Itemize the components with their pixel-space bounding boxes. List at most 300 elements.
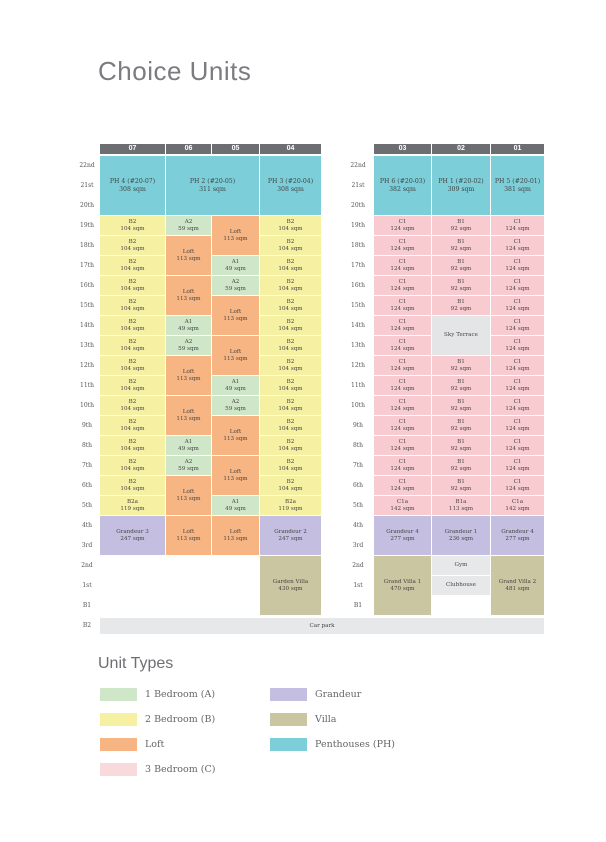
unit-label: A1 xyxy=(231,258,240,265)
unit-u05-15 xyxy=(212,296,260,336)
unit-label: B2 xyxy=(286,338,295,345)
unit-label: 124 sqm xyxy=(390,305,415,312)
unit-label: Loft xyxy=(182,368,195,375)
unit-label: PH 1 (#20-02) xyxy=(438,177,484,185)
unit-label: 49 sqm xyxy=(225,505,246,512)
unit-label: Loft xyxy=(182,528,195,535)
unit-label: 124 sqm xyxy=(390,485,415,492)
unit-label: 104 sqm xyxy=(278,325,303,332)
unit-u06-7 xyxy=(166,456,212,476)
unit-u03-16 xyxy=(374,276,432,296)
unit-label: C1a xyxy=(396,498,409,505)
column-header-03: 03 xyxy=(374,144,431,154)
floor-label-left: 20th xyxy=(80,202,94,209)
unit-label: 113 sqm xyxy=(223,435,248,442)
unit-u03-4 xyxy=(374,516,432,556)
unit-label: B1 xyxy=(457,478,465,485)
unit-label: 119 sqm xyxy=(120,505,145,512)
unit-label: 113 sqm xyxy=(176,415,201,422)
unit-label: B1 xyxy=(457,238,465,245)
unit-u03-18 xyxy=(374,236,432,256)
unit-label: 382 sqm xyxy=(389,185,416,193)
unit-label: B1 xyxy=(457,258,465,265)
floor-label-left: 17th xyxy=(80,262,94,269)
unit-label: 113 sqm xyxy=(176,375,201,382)
unit-label: A1 xyxy=(184,318,193,325)
unit-label: Loft xyxy=(229,428,242,435)
unit-label: C1 xyxy=(513,278,522,285)
page-title: Choice Units xyxy=(98,56,252,86)
unit-u04-4 xyxy=(260,516,322,556)
unit-label: 92 sqm xyxy=(450,225,472,232)
unit-label: B2 xyxy=(128,238,137,245)
unit-u03-12 xyxy=(374,356,432,376)
unit-label: 124 sqm xyxy=(505,385,530,392)
unit-u04-10 xyxy=(260,396,322,416)
unit-label: Grandeur 1 xyxy=(444,528,478,535)
unit-label: C1 xyxy=(513,358,522,365)
unit-u02-15 xyxy=(432,296,491,316)
floor-label-mid: B1 xyxy=(353,602,363,609)
unit-u07-6 xyxy=(100,476,166,496)
floor-label-left: B1 xyxy=(82,602,92,609)
floor-label-mid: 2nd xyxy=(352,562,364,569)
unit-u02-19 xyxy=(432,216,491,236)
unit-u07-13 xyxy=(100,336,166,356)
unit-u03-6 xyxy=(374,476,432,496)
floor-label-left: 14th xyxy=(80,322,94,329)
unit-label: 277 sqm xyxy=(505,535,530,542)
unit-label: 124 sqm xyxy=(390,265,415,272)
unit-label: B2 xyxy=(128,258,137,265)
floor-label-left: 6th xyxy=(81,482,93,489)
unit-label: 49 sqm xyxy=(225,265,246,272)
unit-u01-6 xyxy=(491,476,545,496)
unit-label: 59 sqm xyxy=(178,345,199,352)
legend-label: Villa xyxy=(315,714,337,725)
unit-u02-8 xyxy=(432,436,491,456)
unit-label: B1 xyxy=(457,398,465,405)
unit-u02-18 xyxy=(432,236,491,256)
unit-u03ph xyxy=(374,156,432,216)
legend-title: Unit Types xyxy=(98,655,174,672)
unit-label: Loft xyxy=(229,468,242,475)
unit-u02-4 xyxy=(432,516,491,556)
unit-u04-19 xyxy=(260,216,322,236)
unit-u02-17 xyxy=(432,256,491,276)
unit-label: C1 xyxy=(398,378,407,385)
unit-label: PH 3 (#20-04) xyxy=(267,177,314,185)
unit-u01-10 xyxy=(491,396,545,416)
unit-label: Gym xyxy=(454,562,468,569)
unit-u03-14 xyxy=(374,316,432,336)
unit-u07-7 xyxy=(100,456,166,476)
unit-label: 113 sqm xyxy=(223,355,248,362)
unit-label: B2 xyxy=(286,278,295,285)
unit-label: 92 sqm xyxy=(450,285,472,292)
unit-u04-7 xyxy=(260,456,322,476)
floor-label-left: 15th xyxy=(80,302,94,309)
unit-label: B2 xyxy=(286,218,295,225)
unit-label: 124 sqm xyxy=(505,345,530,352)
unit-label: C1 xyxy=(398,358,407,365)
legend-swatch xyxy=(100,688,137,701)
unit-label: 124 sqm xyxy=(505,425,530,432)
unit-u05-16 xyxy=(212,276,260,296)
floor-label-mid: 19th xyxy=(351,222,365,229)
unit-label: 92 sqm xyxy=(450,385,472,392)
unit-u04-17 xyxy=(260,256,322,276)
unit-u07-18 xyxy=(100,236,166,256)
unit-label: 308 sqm xyxy=(119,185,146,193)
unit-label: 104 sqm xyxy=(120,285,145,292)
unit-u07-16 xyxy=(100,276,166,296)
unit-u02ph xyxy=(432,156,491,216)
unit-label: 113 sqm xyxy=(176,295,201,302)
unit-u04-18 xyxy=(260,236,322,256)
unit-u02-gym xyxy=(432,556,491,576)
unit-label: 104 sqm xyxy=(120,465,145,472)
unit-u07-15 xyxy=(100,296,166,316)
floor-label-mid: 4th xyxy=(352,522,364,529)
unit-label: 92 sqm xyxy=(450,465,472,472)
column-header-02: 02 xyxy=(432,144,490,154)
unit-u05-10 xyxy=(212,396,260,416)
unit-label: C1 xyxy=(513,318,522,325)
unit-label: B2 xyxy=(128,338,137,345)
unit-label: 247 sqm xyxy=(278,535,303,542)
unit-label: 104 sqm xyxy=(278,365,303,372)
unit-label: B2a xyxy=(126,498,138,505)
unit-label: B2 xyxy=(286,378,295,385)
unit-label: B2 xyxy=(286,438,295,445)
column-header-04: 04 xyxy=(260,144,321,154)
unit-label: C1a xyxy=(511,498,524,505)
unit-label: B1 xyxy=(457,458,465,465)
unit-label: 113 sqm xyxy=(176,495,201,502)
unit-label: C1 xyxy=(513,258,522,265)
unit-u06-13 xyxy=(166,336,212,356)
unit-u03-19 xyxy=(374,216,432,236)
unit-label: B1 xyxy=(457,438,465,445)
floor-label-left: 12th xyxy=(80,362,94,369)
unit-label: 124 sqm xyxy=(390,425,415,432)
floor-label-mid: 16th xyxy=(351,282,365,289)
column-header-06: 06 xyxy=(166,144,211,154)
unit-label: B2 xyxy=(286,318,295,325)
floor-label-left: 8th xyxy=(81,442,93,449)
unit-label: 124 sqm xyxy=(390,285,415,292)
unit-label: 124 sqm xyxy=(390,225,415,232)
unit-u01-9 xyxy=(491,416,545,436)
unit-label: 124 sqm xyxy=(390,365,415,372)
floor-label-left: 1st xyxy=(82,582,92,589)
unit-u02-11 xyxy=(432,376,491,396)
unit-label: 104 sqm xyxy=(278,245,303,252)
legend-label: Penthouses (PH) xyxy=(315,739,395,750)
floor-label-mid: 6th xyxy=(352,482,364,489)
unit-label: B2 xyxy=(128,358,137,365)
unit-u07-8 xyxy=(100,436,166,456)
unit-label: B1 xyxy=(457,378,465,385)
unit-u01-villa xyxy=(491,556,545,616)
unit-label: 92 sqm xyxy=(450,305,472,312)
unit-label: 124 sqm xyxy=(505,365,530,372)
unit-label: C1 xyxy=(398,318,407,325)
floor-label-mid: 5th xyxy=(352,502,364,509)
unit-u04-14 xyxy=(260,316,322,336)
legend-swatch xyxy=(270,688,307,701)
unit-label: 381 sqm xyxy=(504,185,531,193)
unit-u07ph xyxy=(100,156,166,216)
floor-label-mid: 13th xyxy=(351,342,365,349)
unit-label: B2 xyxy=(286,418,295,425)
unit-label: 142 sqm xyxy=(505,505,530,512)
unit-label: B2 xyxy=(128,298,137,305)
legend-swatch xyxy=(100,738,137,751)
unit-label: A2 xyxy=(184,458,193,465)
unit-label: PH 6 (#20-03) xyxy=(379,177,426,185)
unit-label: Loft xyxy=(229,308,242,315)
legend-swatch xyxy=(100,763,137,776)
unit-u02-7 xyxy=(432,456,491,476)
unit-label: B1 xyxy=(457,418,465,425)
unit-u01-14 xyxy=(491,316,545,336)
unit-u05-11 xyxy=(212,376,260,396)
unit-u07-17 xyxy=(100,256,166,276)
unit-label: C1 xyxy=(398,338,407,345)
unit-u06-8 xyxy=(166,436,212,456)
floor-label-mid: 3rd xyxy=(352,542,364,549)
unit-label: 124 sqm xyxy=(505,465,530,472)
unit-label: 124 sqm xyxy=(505,245,530,252)
unit-u01-11 xyxy=(491,376,545,396)
unit-label: 124 sqm xyxy=(505,225,530,232)
unit-u02-9 xyxy=(432,416,491,436)
unit-u07-10 xyxy=(100,396,166,416)
unit-u05-4 xyxy=(212,516,260,556)
legend-swatch xyxy=(270,738,307,751)
unit-u07-5 xyxy=(100,496,166,516)
unit-label: 124 sqm xyxy=(505,445,530,452)
unit-label: 142 sqm xyxy=(390,505,415,512)
unit-label: 104 sqm xyxy=(278,425,303,432)
column-header-07: 07 xyxy=(100,144,165,154)
unit-label: 104 sqm xyxy=(120,445,145,452)
unit-label: B1 xyxy=(457,298,465,305)
unit-label: C1 xyxy=(513,438,522,445)
unit-u02-5 xyxy=(432,496,491,516)
unit-label: Grand Villa 2 xyxy=(498,578,537,585)
floor-label-left: 13th xyxy=(80,342,94,349)
unit-label: C1 xyxy=(398,418,407,425)
unit-label: 59 sqm xyxy=(225,285,246,292)
unit-label: 104 sqm xyxy=(120,325,145,332)
unit-u01-13 xyxy=(491,336,545,356)
unit-label: B2 xyxy=(286,478,295,485)
floor-label-mid: 22nd xyxy=(350,162,366,169)
unit-label: 59 sqm xyxy=(178,225,199,232)
unit-label: Grand Villa 1 xyxy=(383,578,422,585)
unit-label: 92 sqm xyxy=(450,405,472,412)
unit-label: PH 5 (#20-01) xyxy=(494,177,541,185)
unit-u01-12 xyxy=(491,356,545,376)
unit-label: 247 sqm xyxy=(120,535,145,542)
unit-label: 308 sqm xyxy=(277,185,304,193)
unit-u03-9 xyxy=(374,416,432,436)
unit-label: 104 sqm xyxy=(278,385,303,392)
unit-u06-6 xyxy=(166,476,212,516)
unit-label: 104 sqm xyxy=(278,305,303,312)
unit-label: B2 xyxy=(128,458,137,465)
unit-label: 104 sqm xyxy=(278,445,303,452)
unit-label: 113 sqm xyxy=(223,535,248,542)
unit-label: Loft xyxy=(182,288,195,295)
legend-label: Grandeur xyxy=(315,689,362,700)
unit-u04-5 xyxy=(260,496,322,516)
unit-label: 49 sqm xyxy=(178,325,199,332)
unit-label: 59 sqm xyxy=(178,465,199,472)
unit-label: 104 sqm xyxy=(278,405,303,412)
unit-label: 92 sqm xyxy=(450,445,472,452)
unit-u04-12 xyxy=(260,356,322,376)
unit-label: 124 sqm xyxy=(390,385,415,392)
unit-label: 124 sqm xyxy=(390,345,415,352)
unit-u02-6 xyxy=(432,476,491,496)
unit-label: C1 xyxy=(513,338,522,345)
unit-u07-9 xyxy=(100,416,166,436)
unit-label: 104 sqm xyxy=(278,285,303,292)
unit-label: 113 sqm xyxy=(176,535,201,542)
floor-label-mid: 7th xyxy=(352,462,364,469)
unit-label: B2 xyxy=(128,398,137,405)
unit-label: 124 sqm xyxy=(505,485,530,492)
unit-label: A2 xyxy=(184,338,193,345)
unit-u07-12 xyxy=(100,356,166,376)
unit-label: 104 sqm xyxy=(278,485,303,492)
unit-label: 104 sqm xyxy=(120,385,145,392)
unit-label: 113 sqm xyxy=(176,255,201,262)
floor-label-left: 22nd xyxy=(79,162,95,169)
column-header-01: 01 xyxy=(491,144,544,154)
floor-label-left: 10th xyxy=(80,402,94,409)
unit-u01-18 xyxy=(491,236,545,256)
legend-swatch xyxy=(100,713,137,726)
unit-u04-9 xyxy=(260,416,322,436)
unit-label: 470 sqm xyxy=(390,585,415,592)
unit-label: 113 sqm xyxy=(223,475,248,482)
unit-label: C1 xyxy=(513,218,522,225)
unit-label: C1 xyxy=(513,238,522,245)
unit-u04-8 xyxy=(260,436,322,456)
unit-label: 119 sqm xyxy=(278,505,303,512)
unit-u03-15 xyxy=(374,296,432,316)
unit-label: B2 xyxy=(286,298,295,305)
unit-u03-8 xyxy=(374,436,432,456)
unit-label: 92 sqm xyxy=(450,425,472,432)
unit-label: 124 sqm xyxy=(505,285,530,292)
unit-label: B2 xyxy=(128,438,137,445)
unit-label: C1 xyxy=(513,458,522,465)
unit-label: Clubhouse xyxy=(445,582,476,589)
unit-label: 104 sqm xyxy=(120,225,145,232)
unit-u06-10 xyxy=(166,396,212,436)
unit-label: C1 xyxy=(398,218,407,225)
floor-label-mid: 20th xyxy=(351,202,365,209)
floor-label-mid: 8th xyxy=(352,442,364,449)
unit-label: 124 sqm xyxy=(505,325,530,332)
unit-label: Loft xyxy=(182,408,195,415)
unit-label: A1 xyxy=(231,378,240,385)
unit-label: A2 xyxy=(231,398,240,405)
unit-label: C1 xyxy=(513,478,522,485)
unit-label: C1 xyxy=(398,278,407,285)
unit-label: PH 2 (#20-05) xyxy=(189,177,236,185)
unit-label: C1 xyxy=(398,258,407,265)
unit-label: 311 sqm xyxy=(199,185,226,193)
unit-u03-5 xyxy=(374,496,432,516)
unit-u06-16 xyxy=(166,276,212,316)
unit-u04-13 xyxy=(260,336,322,356)
unit-u02-12 xyxy=(432,356,491,376)
unit-label: B2 xyxy=(128,478,137,485)
unit-u05-9 xyxy=(212,416,260,456)
legend-label: 1 Bedroom (A) xyxy=(145,689,216,700)
floor-label-mid: 17th xyxy=(351,262,365,269)
unit-u07-19 xyxy=(100,216,166,236)
unit-u01-7 xyxy=(491,456,545,476)
unit-label: C1 xyxy=(398,478,407,485)
unit-label: Grandeur 4 xyxy=(386,528,419,535)
unit-u03-7 xyxy=(374,456,432,476)
floor-label-left: 11th xyxy=(80,382,94,389)
legend-swatch xyxy=(270,713,307,726)
unit-label: Grandeur 2 xyxy=(274,528,307,535)
unit-label: B1 xyxy=(457,358,465,365)
unit-label: B2 xyxy=(128,278,137,285)
unit-label: 104 sqm xyxy=(120,305,145,312)
unit-u03-17 xyxy=(374,256,432,276)
unit-u01-4 xyxy=(491,516,545,556)
unit-carpark xyxy=(100,618,545,635)
unit-u01-16 xyxy=(491,276,545,296)
unit-u05-7 xyxy=(212,456,260,496)
unit-label: B2 xyxy=(286,458,295,465)
unit-u04ph xyxy=(260,156,322,216)
unit-u04-6 xyxy=(260,476,322,496)
unit-label: C1 xyxy=(513,298,522,305)
unit-label: 104 sqm xyxy=(278,465,303,472)
unit-label: 113 sqm xyxy=(223,235,248,242)
unit-label: C1 xyxy=(398,458,407,465)
unit-u05-17 xyxy=(212,256,260,276)
unit-label: 124 sqm xyxy=(390,465,415,472)
unit-label: 59 sqm xyxy=(225,405,246,412)
unit-label: 277 sqm xyxy=(390,535,415,542)
floor-label-left: 7th xyxy=(81,462,93,469)
unit-label: B2 xyxy=(128,318,137,325)
unit-label: A2 xyxy=(231,278,240,285)
unit-u01-8 xyxy=(491,436,545,456)
unit-u06-14 xyxy=(166,316,212,336)
unit-u02-sky xyxy=(432,316,491,356)
unit-label: C1 xyxy=(513,398,522,405)
unit-label: 49 sqm xyxy=(178,445,199,452)
floor-label-left: 18th xyxy=(80,242,94,249)
floor-label-left: 16th xyxy=(80,282,94,289)
unit-u04-villa xyxy=(260,556,322,616)
unit-u03-villa xyxy=(374,556,432,616)
